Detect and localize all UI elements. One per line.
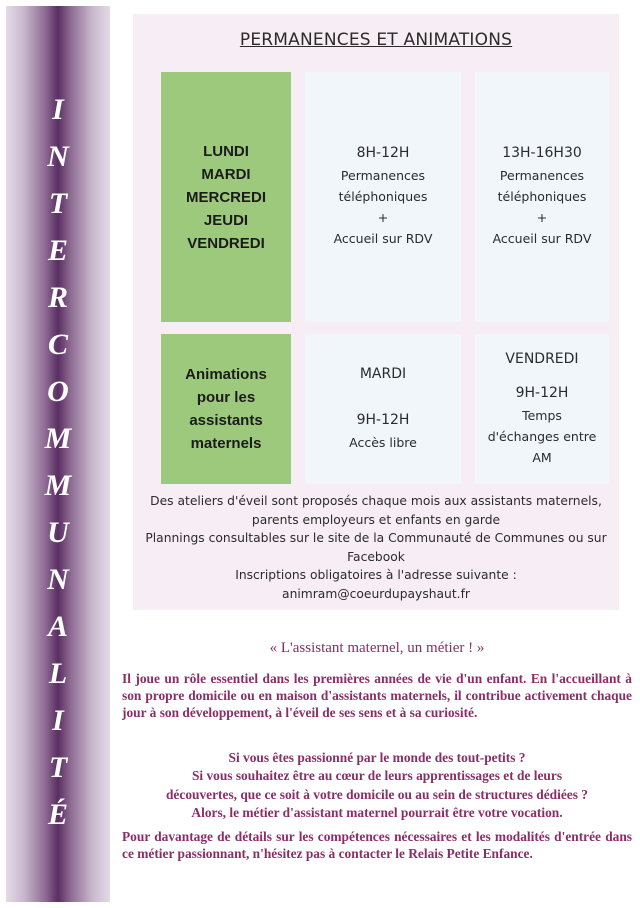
sidebar-letter: T (48, 187, 68, 220)
slot-time: 8H-12H (356, 145, 410, 161)
contact-email: animram@coeurdupayshaut.fr (282, 586, 470, 601)
sidebar-letter: N (47, 563, 69, 596)
footer-line: Facebook (347, 549, 405, 564)
weekdays-cell (161, 72, 291, 322)
footer-line: Inscriptions obligatoires à l'adresse suivante : (235, 568, 517, 583)
question-line: Alors, le métier d'assistant maternel pourrait être votre vocation. (191, 804, 563, 820)
animations-label-cell (161, 334, 291, 484)
question-line: Si vous souhaitez être au cœur de leurs apprentissages et de leurs (191, 768, 563, 784)
animation-day: VENDREDI (505, 350, 579, 367)
slot-line: Permanences (340, 168, 426, 183)
sidebar-banner (6, 6, 110, 902)
animation-line: Accès libre (349, 434, 417, 450)
weekday: MERCREDI (185, 188, 266, 206)
slot-line: Accueil sur RDV (492, 231, 592, 246)
sidebar-letter: T (48, 751, 68, 784)
animations-label-line: Animations (185, 366, 267, 383)
weekday: LUNDI (203, 142, 249, 160)
sidebar-letter: M (44, 469, 72, 502)
footer-line: Des ateliers d'éveil sont proposés chaque mois aux assistants maternels, (150, 494, 602, 508)
footer-line: Plannings consultables sur le site de la Communauté de Communes ou sur (145, 531, 607, 546)
sidebar-letter: I (52, 93, 64, 126)
animations-label-line: maternels (190, 435, 262, 452)
sidebar-letter: N (47, 140, 69, 173)
article-paragraph-contact: Pour davantage de détails sur les compétences nécessaires et les modalités d'entrée dans ce métier passionnant, n'hésitez pas à contacter le Relais Petite Enfance. (122, 829, 632, 861)
sidebar-letter: U (47, 516, 69, 549)
weekday: VENDREDI (187, 234, 265, 252)
animation-line: Temps (522, 407, 562, 423)
animation-time: 9H-12H (356, 411, 410, 428)
sidebar-letter: É (47, 798, 68, 831)
question-line: Si vous êtes passionné par le monde des tout-petits ? (228, 750, 526, 765)
slot-line: Accueil sur RDV (333, 231, 433, 246)
animations-label-line: assistants (189, 412, 263, 429)
poster-footer (141, 492, 611, 604)
sidebar-letter: L (48, 657, 68, 690)
sidebar-letter: M (44, 422, 72, 455)
slot-time: 13H-16H30 (502, 145, 582, 161)
slot-line: + (377, 210, 389, 225)
question-line: découvertes, que ce soit à votre domicile ou au sein de structures dédiées ? (165, 786, 588, 802)
footer-line: parents employeurs et enfants en garde (251, 512, 501, 527)
slot-line: Permanences (499, 168, 585, 183)
slot-line: + (536, 210, 548, 225)
sidebar-letter: E (47, 234, 68, 267)
afternoon-slot-cell (475, 72, 609, 322)
friday-animation-cell (475, 334, 609, 484)
animations-label-line: pour les (196, 389, 256, 406)
sidebar-letter: O (47, 375, 69, 408)
sidebar-vertical-title (6, 86, 110, 838)
article-heading: « L'assistant maternel, un métier ! » (269, 640, 485, 656)
slot-line: téléphoniques (497, 189, 587, 204)
animation-line: AM (532, 449, 552, 465)
animation-time: 9H-12H (515, 384, 569, 401)
poster-title: PERMANENCES ET ANIMATIONS (239, 30, 513, 50)
weekday: MARDI (201, 165, 251, 183)
animation-day: MARDI (359, 365, 407, 382)
sidebar-letter: I (52, 704, 64, 737)
article-paragraph-questions (122, 749, 632, 822)
schedule-poster (133, 14, 619, 610)
slot-line: téléphoniques (338, 189, 428, 204)
sidebar-letter: A (47, 610, 68, 643)
weekday: JEUDI (203, 211, 249, 229)
article-paragraph-intro: Il joue un rôle essentiel dans les premières années de vie d'un enfant. En l'accueillant à son propre domicile ou en maison d'assistants maternels, il contribue activement chaque jour à son développement, à l'éveil de ses sens et à sa curiosité. (122, 671, 632, 720)
sidebar-letter: C (47, 328, 68, 361)
morning-slot-cell (305, 72, 461, 322)
tuesday-animation-cell (305, 334, 461, 484)
sidebar-letter: R (47, 281, 68, 314)
animation-line: d'échanges entre (487, 428, 597, 444)
